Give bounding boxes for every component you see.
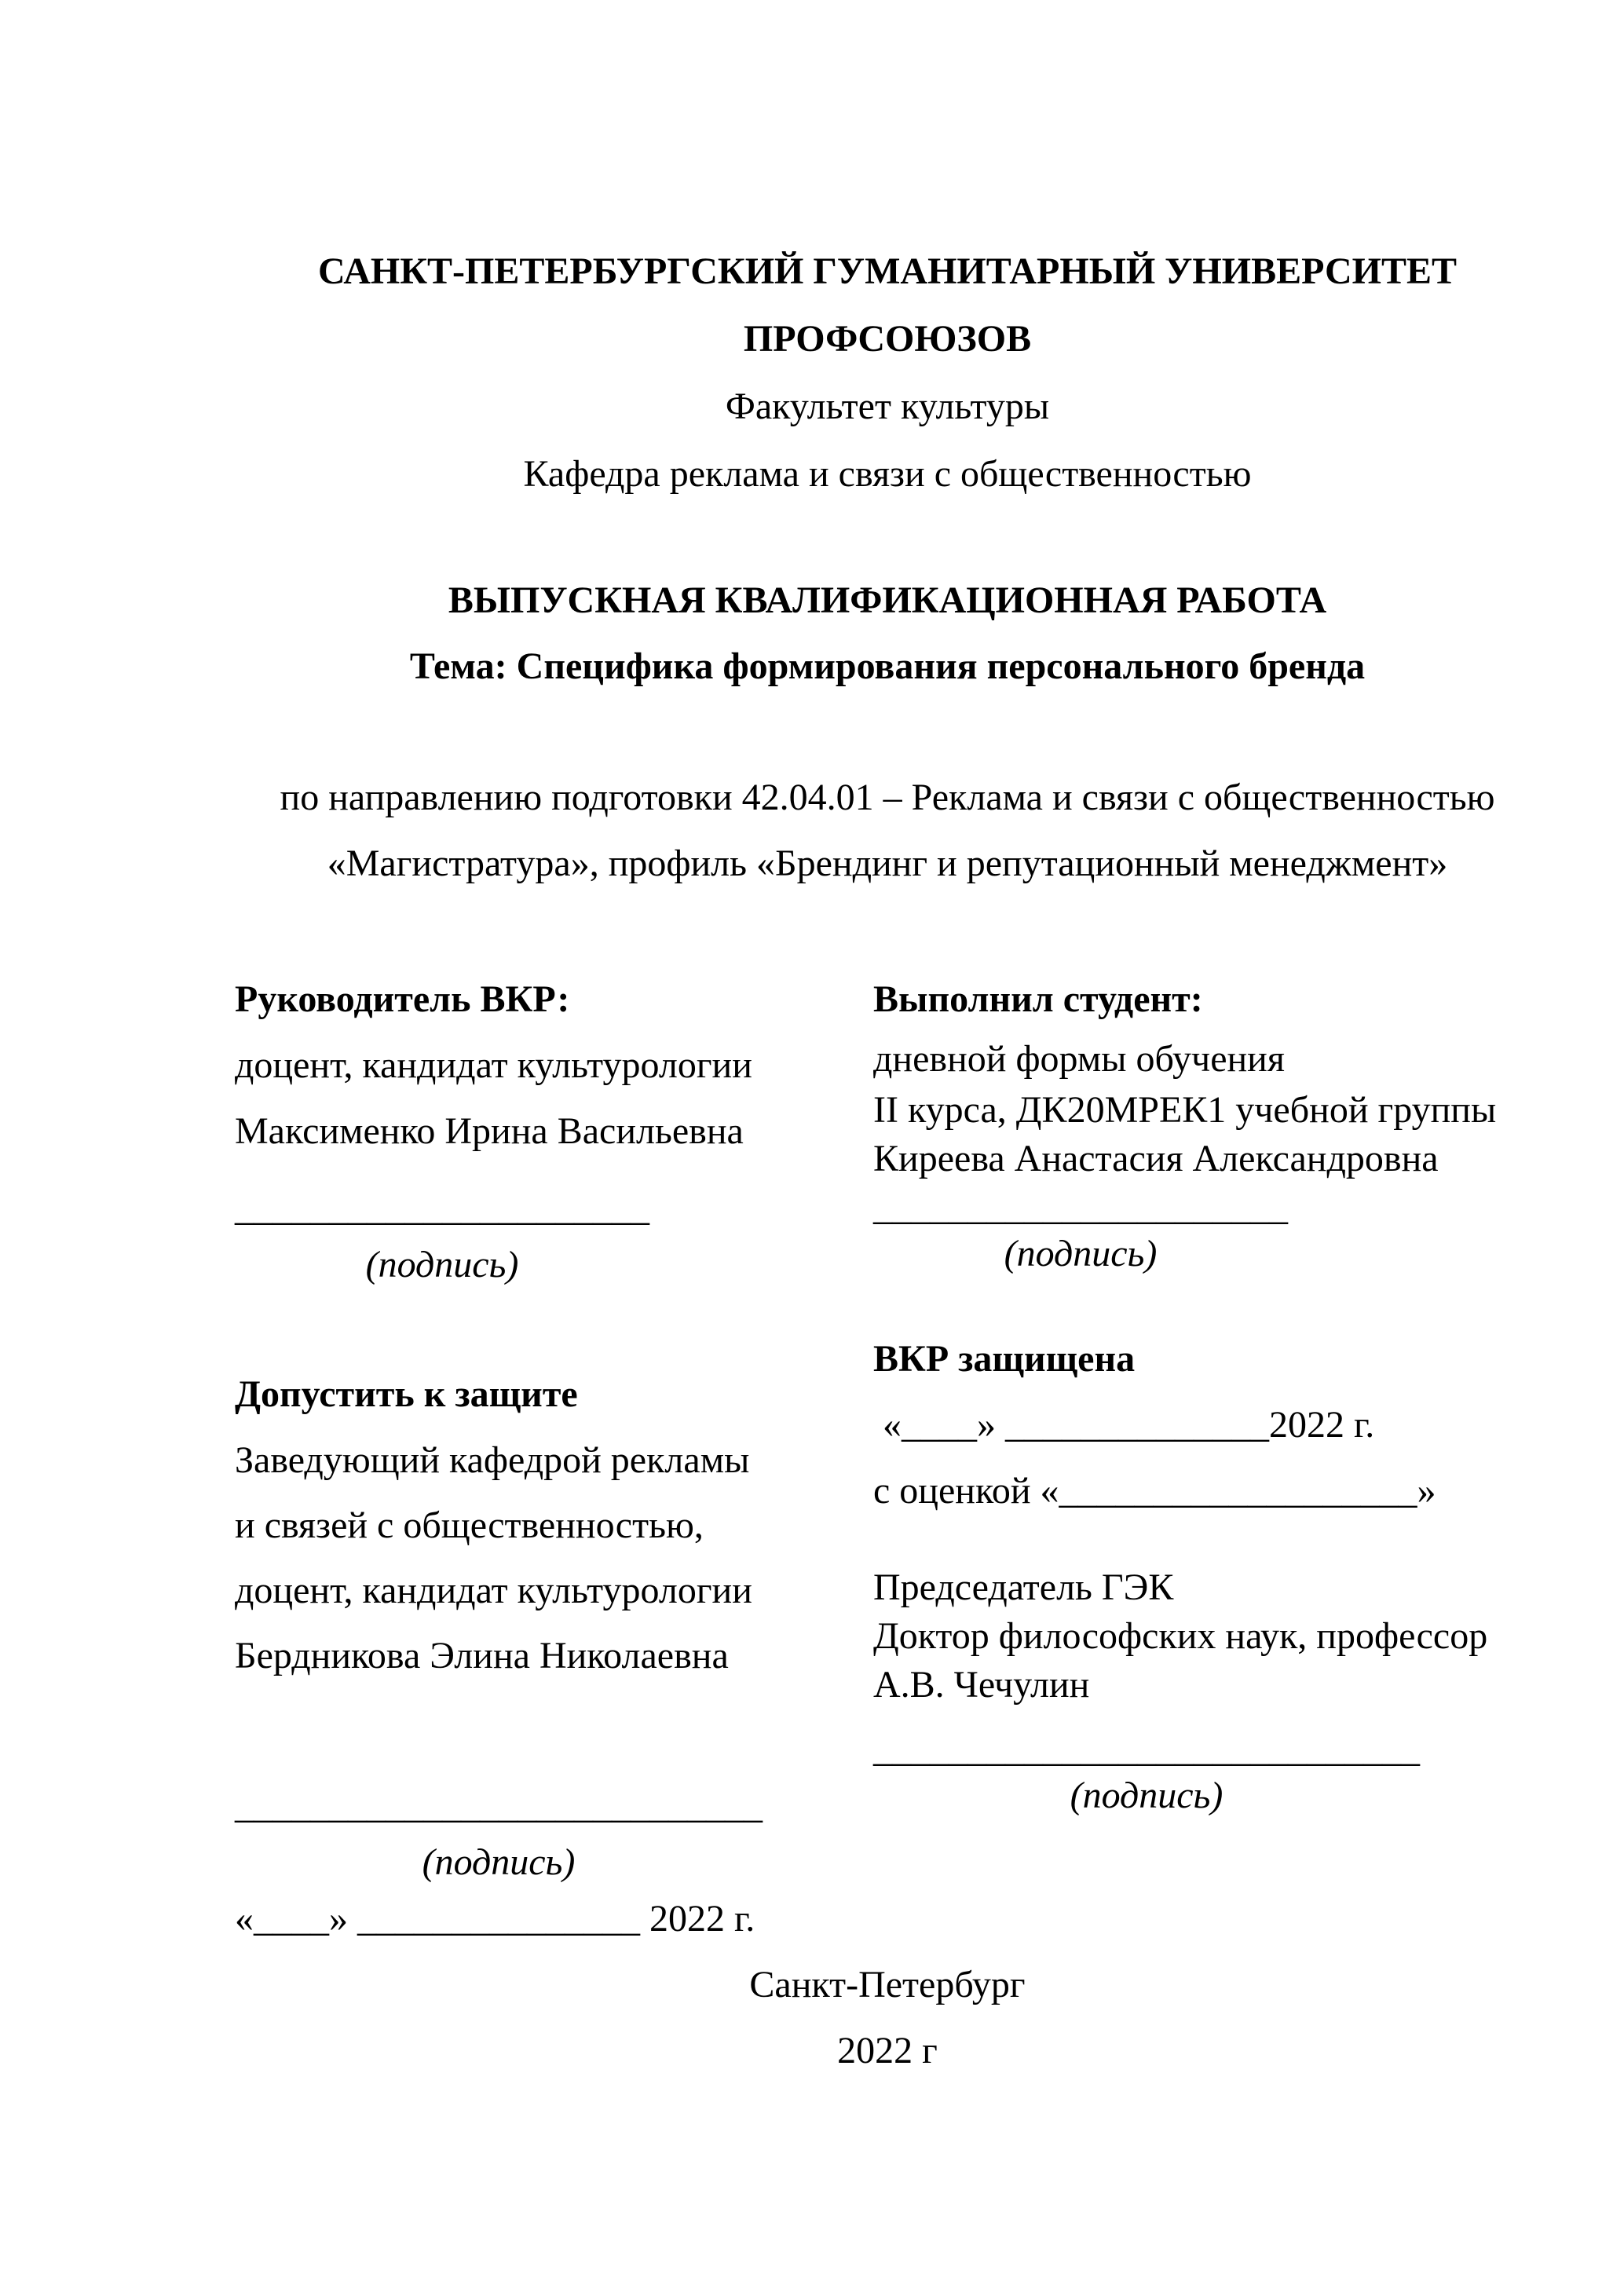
university-name-line-2: ПРОФСОЮЗОВ: [743, 318, 1032, 360]
student-line-2: II курса, ДК20МРЕК1 учебной группы: [873, 1089, 1497, 1131]
left-column: [235, 967, 816, 1952]
defense-signature-block: [873, 1725, 1420, 1818]
advisor-heading: Руководитель ВКР:: [235, 978, 570, 1020]
footer-city: Санкт-Петербург: [749, 1964, 1026, 2005]
department-line: Кафедра реклама и связи с общественностью: [523, 453, 1252, 495]
advisor-name-line: Максименко Ирина Васильевна: [235, 1110, 744, 1152]
gek-chairman-line: Председатель ГЭК: [873, 1567, 1174, 1608]
chairman-name-line: А.В. Чечулин: [873, 1664, 1090, 1706]
work-title-block: [235, 568, 1540, 700]
admission-line-1: Заведующий кафедрой рекламы: [235, 1439, 750, 1481]
footer-block: [235, 1952, 1540, 2084]
admission-heading: Допустить к защите: [235, 1373, 578, 1415]
defense-signature-line: _____________________________: [873, 1728, 1420, 1770]
advisor-degree-line: доцент, кандидат культурологии: [235, 1044, 752, 1086]
direction-block: [235, 765, 1540, 897]
advisor-signature-block: [235, 1175, 649, 1289]
defense-signature-caption: (подпись): [1070, 1775, 1223, 1816]
university-name-line-1: САНКТ-ПЕТЕРБУРГСКИЙ ГУМАНИТАРНЫЙ УНИВЕРСИТЕТ: [317, 250, 1458, 292]
faculty-line: Факультет культуры: [725, 386, 1050, 427]
direction-line-2: «Магистратура», профиль «Брендинг и репутационный менеджмент»: [327, 843, 1448, 884]
admission-signature-line: ____________________________: [235, 1785, 763, 1826]
admission-signature-block: [235, 1773, 763, 1886]
work-topic-line: Тема: Специфика формирования персонального бренда: [409, 645, 1366, 687]
chairman-degree-line: Доктор философских наук, профессор: [873, 1615, 1488, 1657]
student-line-1: дневной формы обучения: [873, 1038, 1285, 1080]
defense-grade-line: с оценкой «___________________»: [873, 1470, 1436, 1512]
student-line-3: Киреева Анастасия Александровна: [873, 1138, 1439, 1179]
student-signature-block: [873, 1183, 1288, 1276]
university-header: [235, 238, 1540, 508]
work-type-title: ВЫПУСКНАЯ КВАЛИФИКАЦИОННАЯ РАБОТА: [448, 579, 1327, 621]
advisor-signature-line: ______________________: [235, 1187, 649, 1229]
admission-line-4: Бердникова Элина Николаевна: [235, 1635, 729, 1676]
defense-heading: ВКР защищена: [873, 1338, 1136, 1380]
right-column: [873, 967, 1497, 1818]
direction-line-1: по направлению подготовки 42.04.01 – Реклама и связи с общественностью: [280, 777, 1495, 818]
admission-line-2: и связей с общественностью,: [235, 1504, 704, 1546]
defense-date-line: «____» ______________2022 г.: [873, 1404, 1375, 1446]
student-signature-caption: (подпись): [1004, 1233, 1158, 1274]
student-heading: Выполнил студент:: [873, 978, 1203, 1020]
admission-line-3: доцент, кандидат культурологии: [235, 1570, 752, 1611]
admission-date-line: «____» _______________ 2022 г.: [235, 1898, 755, 1940]
student-signature-line: ______________________: [873, 1186, 1288, 1228]
footer-year: 2022 г: [837, 2030, 938, 2071]
advisor-signature-caption: (подпись): [365, 1244, 519, 1285]
admission-signature-caption: (подпись): [422, 1841, 576, 1883]
signatures-section: [235, 967, 1540, 1952]
